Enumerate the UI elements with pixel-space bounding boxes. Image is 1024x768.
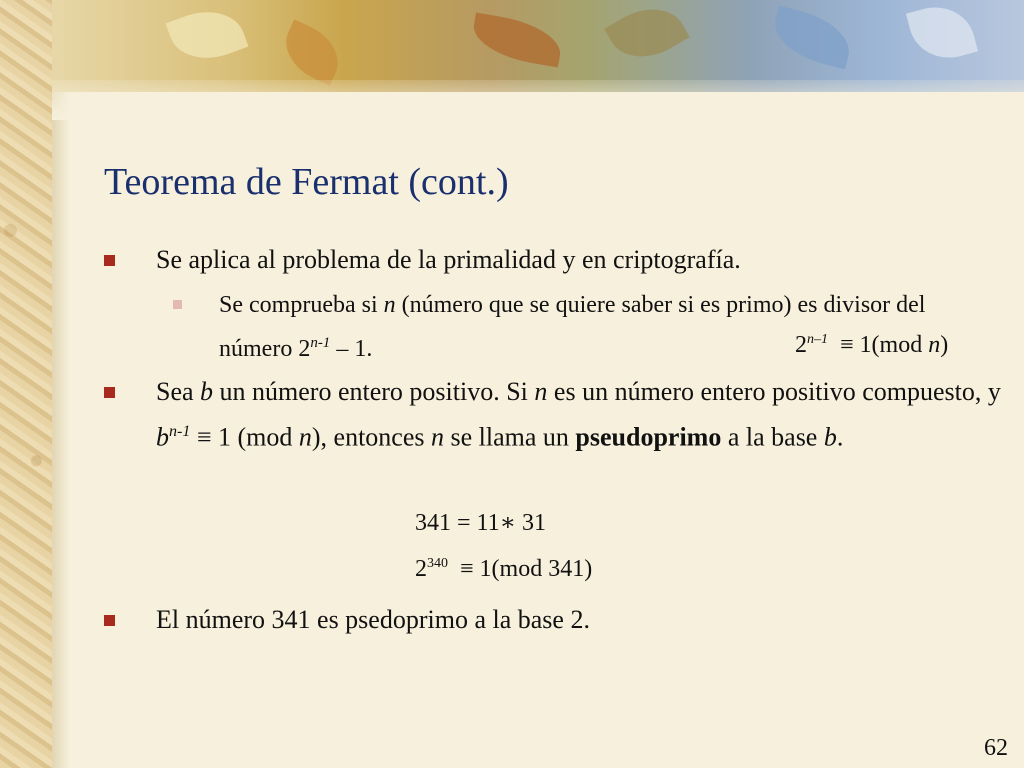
bullet-text: Se aplica al problema de la primalidad y en criptografía. bbox=[156, 245, 741, 274]
exponent: n-1 bbox=[310, 335, 331, 351]
variable-b: b bbox=[200, 377, 214, 406]
formula-fermat-mod-n bbox=[795, 332, 948, 359]
left-texture-strip bbox=[0, 0, 52, 768]
formula-341-factorization bbox=[415, 508, 546, 537]
variable-n: n bbox=[534, 377, 548, 406]
banner-fade bbox=[52, 80, 1024, 120]
leaf-decoration bbox=[469, 12, 565, 67]
formula-text: 341 = 11∗ 31 bbox=[415, 510, 546, 536]
formula-text: ≡ 1(mod 341) bbox=[448, 556, 593, 582]
text-fragment: Sea bbox=[156, 377, 201, 406]
bullet-pseudoprime-definition bbox=[156, 372, 1016, 458]
leaf-decoration bbox=[768, 5, 857, 69]
bullet-marker bbox=[104, 255, 115, 266]
bullet-text: El número 341 es psedoprimo a la base 2. bbox=[156, 605, 590, 634]
bullet-marker bbox=[104, 387, 115, 398]
text-fragment: a la base bbox=[721, 422, 824, 452]
text-fragment: es un número entero positivo compuesto, y bbox=[547, 377, 1001, 406]
bullet-marker bbox=[104, 615, 115, 626]
formula-base: 2 bbox=[415, 556, 427, 582]
variable-n: n bbox=[383, 292, 396, 318]
text-fragment: un número entero positivo. Si bbox=[213, 377, 535, 406]
formula-text: ) bbox=[940, 332, 949, 358]
slide-title: Teorema de Fermat (cont.) bbox=[104, 161, 509, 203]
formula-exponent: 340 bbox=[427, 556, 448, 571]
term-pseudoprimo: pseudoprimo bbox=[575, 422, 722, 452]
text-fragment: ≡ 1 (mod bbox=[190, 422, 299, 452]
formula-variable: n bbox=[928, 332, 941, 358]
variable-n: n bbox=[431, 422, 444, 452]
formula-exponent: n–1 bbox=[807, 332, 828, 347]
bullet-341-example bbox=[156, 600, 976, 640]
formula-2-pow-340 bbox=[415, 556, 592, 583]
text-fragment: ), entonces bbox=[311, 422, 431, 452]
leaf-decoration bbox=[906, 0, 978, 67]
formula-text: ≡ 1(mod bbox=[828, 332, 929, 358]
text-fragment: – 1. bbox=[330, 336, 373, 362]
subbullet-marker bbox=[173, 300, 182, 309]
formula-base: 2 bbox=[795, 332, 807, 358]
text-fragment: . bbox=[836, 422, 844, 452]
leaf-decoration bbox=[275, 19, 348, 85]
leaf-decoration bbox=[604, 0, 690, 72]
text-fragment: (número que se quiere saber si es primo) es divisor del número 2 bbox=[219, 292, 926, 362]
top-decorative-banner bbox=[52, 0, 1024, 92]
text-fragment: se llama un bbox=[444, 422, 576, 452]
variable-n: n bbox=[298, 422, 312, 452]
leaf-decoration bbox=[166, 0, 249, 70]
text-fragment: Se comprueba si bbox=[219, 292, 384, 318]
variable-b: b bbox=[823, 422, 837, 452]
exponent: n-1 bbox=[169, 423, 191, 440]
page-number: 62 bbox=[984, 735, 1008, 761]
bullet-primality bbox=[156, 240, 976, 280]
variable-b: b bbox=[156, 422, 169, 452]
